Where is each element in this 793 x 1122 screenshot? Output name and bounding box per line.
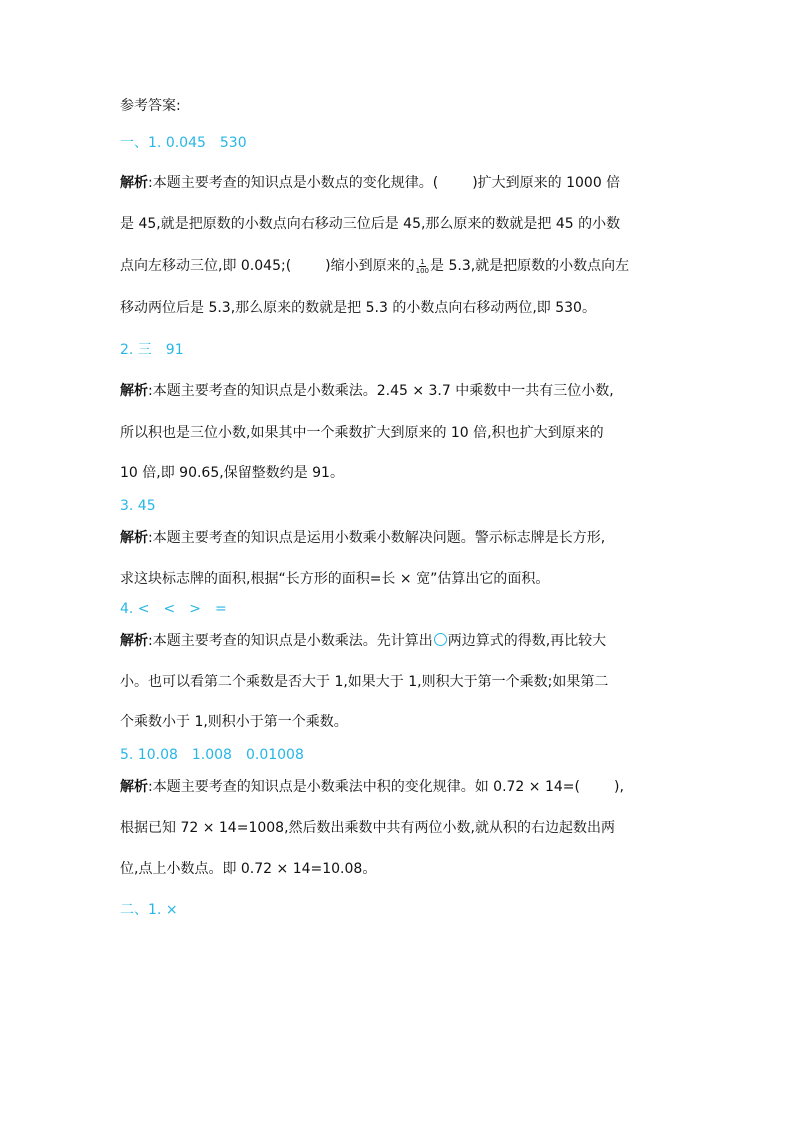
explanation-4-line2: 小。也可以看第二个乘数是否大于 1,如果大于 1,则积大于第一个乘数;如果第二 <box>120 674 609 690</box>
explanation-5-line1: 解析:本题主要考查的知识点是小数乘法中积的变化规律。如 0.72 × 14=( ), <box>120 779 624 795</box>
explanation-2-line3: 10 倍,即 90.65,保留整数约是 91。 <box>120 465 344 481</box>
circle-icon <box>434 633 447 646</box>
explanation-1-line2: 是 45,就是把原数的小数点向右移动三位后是 45,那么原来的数就是把 45 的小数 <box>120 216 621 232</box>
explanation-4-line1: 解析:本题主要考查的知识点是小数乘法。先计算出 两边算式的得数,再比较大 <box>120 633 607 649</box>
fraction-one-hundredth: $\frac{1}{100}$ <box>415 257 430 275</box>
answer-1-4: 4. < < > = <box>120 601 227 617</box>
explanation-1-line4: 移动两位后是 5.3,那么原来的数就是把 5.3 的小数点向右移动两位,即 530。 <box>120 300 596 316</box>
explanation-4-line3: 个乘数小于 1,则积小于第一个乘数。 <box>120 714 348 730</box>
answer-1-1: 一、1. 0.045 530 <box>120 135 247 151</box>
explanation-1-line1: 解析:本题主要考查的知识点是小数点的变化规律。( )扩大到原来的 1000 倍 <box>120 175 621 191</box>
explanation-2-line1: 解析:本题主要考查的知识点是小数乘法。2.45 × 3.7 中乘数中一共有三位小数, <box>120 383 614 399</box>
answer-2-1: 二、1. × <box>120 902 178 918</box>
answer-1-2: 2. 三 91 <box>120 342 184 358</box>
explanation-5-line3: 位,点上小数点。即 0.72 × 14=10.08。 <box>120 861 377 877</box>
page-title: 参考答案: <box>120 98 181 114</box>
explanation-1-line3: 点向左移动三位,即 0.045;( )缩小到原来的 $\frac{1}{100}$ 是 5.3,就是把原数的小数点向左 <box>120 257 630 275</box>
explanation-2-line2: 所以积也是三位小数,如果其中一个乘数扩大到原来的 10 倍,积也扩大到原来的 <box>120 425 604 441</box>
answer-1-5: 5. 10.08 1.008 0.01008 <box>120 747 304 763</box>
explanation-3-line2: 求这块标志牌的面积,根据“长方形的面积=长 × 宽”估算出它的面积。 <box>120 571 550 587</box>
explanation-5-line2: 根据已知 72 × 14=1008,然后数出乘数中共有两位小数,就从积的右边起数出两 <box>120 820 615 836</box>
answer-1-3: 3. 45 <box>120 498 156 514</box>
explanation-3-line1: 解析:本题主要考查的知识点是运用小数乘小数解决问题。警示标志牌是长方形, <box>120 530 606 546</box>
